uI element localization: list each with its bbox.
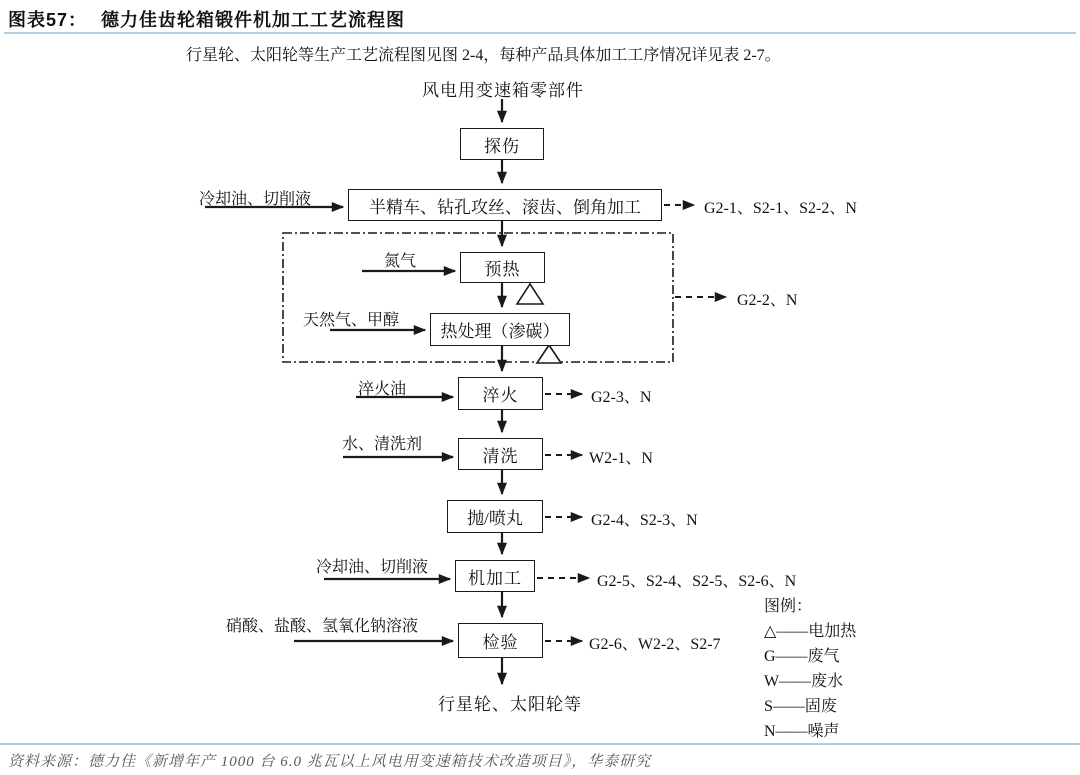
input-label-nitrogen: 氮气 <box>384 253 417 270</box>
electric-heating-icon <box>517 284 543 304</box>
legend-item-electric-heating: △——电加热 <box>764 623 857 640</box>
legend-item-noise: N——噪声 <box>764 723 840 740</box>
output-label-cleaning: W2-1、N <box>589 450 653 467</box>
legend-item-solid-waste: S——固废 <box>764 698 837 715</box>
step-heat-treatment: 热处理（渗碳） <box>430 313 570 346</box>
figure-title-text: 德力佳齿轮箱锻件机加工工艺流程图 <box>101 10 406 30</box>
step-semi-finishing: 半精车、钻孔攻丝、滚齿、倒角加工 <box>348 189 662 221</box>
flow-end-label: 行星轮、太阳轮等 <box>438 695 582 714</box>
output-label-heat-group: G2-2、N <box>737 292 798 309</box>
step-inspection: 检验 <box>458 623 543 658</box>
input-label-acids-naoh-solution: 硝酸、盐酸、氢氧化钠溶液 <box>226 618 419 635</box>
legend-item-waste-gas: G——废气 <box>764 648 840 665</box>
output-label-machining: G2-5、S2-4、S2-5、S2-6、N <box>597 573 797 590</box>
source-note: 资料来源：德力佳《新增年产 1000 台 6.0 兆瓦以上风电用变速箱技术改造项目》，华泰研究 <box>8 754 652 770</box>
output-label-quenching: G2-3、N <box>591 389 652 406</box>
legend <box>764 594 856 744</box>
legend-item-waste-water: W——废水 <box>764 673 844 690</box>
step-flaw-detection: 探伤 <box>460 128 544 160</box>
step-cleaning: 清洗 <box>458 438 543 470</box>
input-label-water-detergent: 水、清洗剂 <box>342 436 423 453</box>
flow-start-label: 风电用变速箱零部件 <box>422 81 584 100</box>
output-label-shot-blasting: G2-4、S2-3、N <box>591 512 698 529</box>
input-label-quenching-oil: 淬火油 <box>358 381 407 398</box>
input-label-coolant-cutting-fluid: 冷却油、切削液 <box>199 191 312 208</box>
step-preheat: 预热 <box>460 252 545 283</box>
step-shot-blasting: 抛/喷丸 <box>447 500 543 533</box>
output-label-semi-finishing: G2-1、S2-1、S2-2、N <box>704 200 857 217</box>
step-machining: 机加工 <box>455 560 535 592</box>
input-label-natural-gas-methanol: 天然气、甲醇 <box>303 312 400 329</box>
output-label-inspection: G2-6、W2-2、S2-7 <box>589 636 721 653</box>
legend-title: 图例： <box>764 598 813 615</box>
electric-heating-icon <box>537 345 561 363</box>
step-quenching: 淬火 <box>458 377 543 410</box>
header-divider <box>4 32 1076 34</box>
figure-title <box>8 6 405 32</box>
figure-number-label: 图表57： <box>8 10 88 30</box>
figure-note: 行星轮、太阳轮等生产工艺流程图见图 2-4，每种产品具体加工工序情况详见表 2-7。 <box>186 47 781 64</box>
footer-divider <box>0 743 1080 745</box>
input-label-coolant-cutting-fluid2: 冷却油、切削液 <box>316 559 429 576</box>
